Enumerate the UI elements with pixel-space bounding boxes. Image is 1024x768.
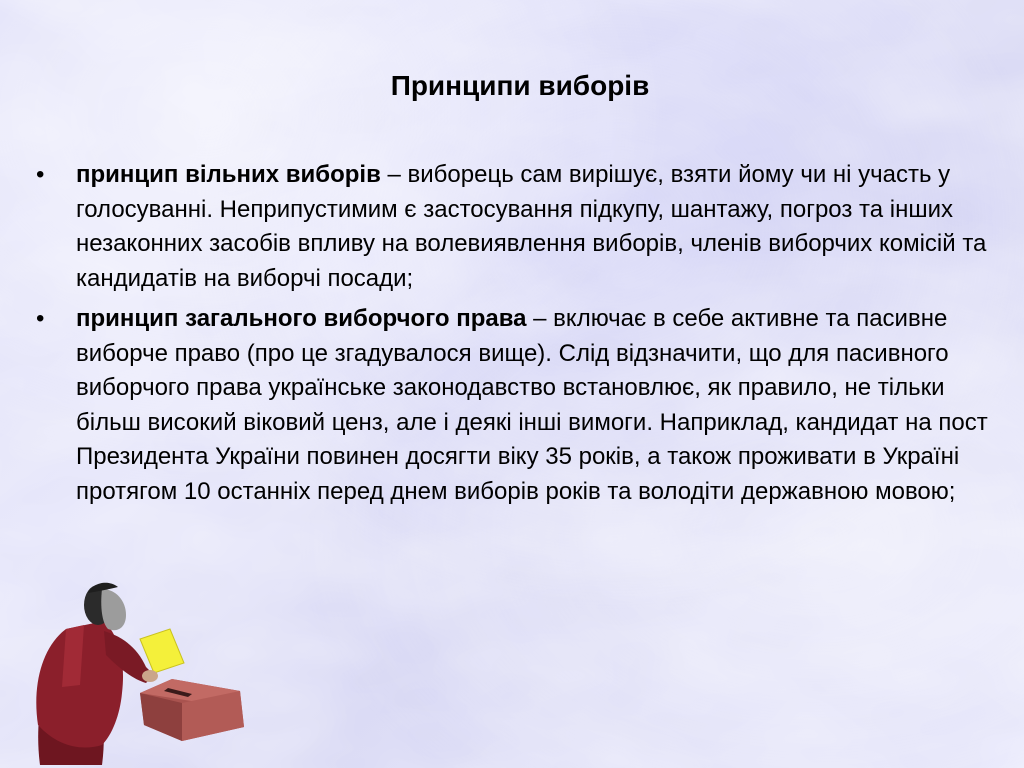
slide-title: Принципи виборів [390, 70, 650, 101]
voter-figure-icon [36, 583, 158, 765]
principle-description: – включає в себе активне та пасивне виборче право (про це згадувалося вище). Слід відзначити, що для пасивного виборчого права українське законодавство встановлює, як правило, не тільки більш високий віковий ценз, але і деякі інші вимоги. Наприклад, кандидат на пост Президента України повинен досягти віку 35 років, а також проживати в Україні протягом 10 останніх перед днем виборів років та володіти державною мовою; [76, 305, 988, 505]
bullet-marker: • [36, 161, 45, 188]
list-item [36, 302, 996, 509]
voter-with-ballot-clipart [22, 575, 252, 765]
principle-description: – виборець сам вирішує, взяти йому чи ні участь у голосуванні. Неприпустимим є застосування підкупу, шантажу, погроз та інших незаконних засобів впливу на волевиявлення виборів, членів виборчих комісій та кандидатів на виборчі посади; [76, 161, 987, 292]
ballot-paper-icon [140, 629, 184, 673]
list-item [36, 158, 996, 296]
bullet-marker: • [36, 305, 45, 332]
principle-term: принцип вільних виборів [76, 161, 381, 188]
ballot-box-icon [140, 679, 244, 741]
principle-term: принцип загального виборчого права [76, 305, 527, 332]
bullet-list [36, 158, 996, 515]
